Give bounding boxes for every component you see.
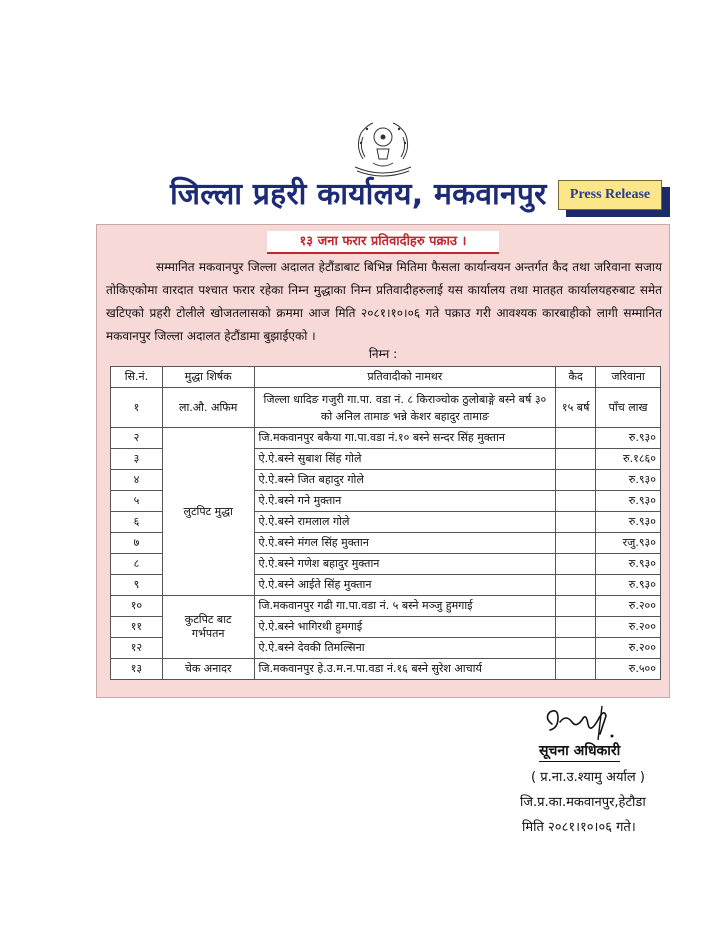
- signature-date: मिति २०८१।१०।०६ गते।: [522, 820, 636, 835]
- cell-name: ऐ.ऐ.बस्ने मंगल सिंह मुक्तान: [254, 533, 556, 554]
- cell-sn: ९: [111, 575, 163, 596]
- cell-fine: रु.२००: [596, 638, 661, 659]
- notice-body-text: सम्मानित मकवानपुर जिल्ला अदालत हेटौंडाबाट बिभिन्न मितिमा फैसला कार्यान्वयन अन्तर्गत कैद तथा जरिवाना सजाय तोकिएकोमा वारदात पश्चात फरार रहेका निम्न मुद्धाका निम्न प्रतिवादीहरुलाई यस कार्यालय तथा मातहत कार्यालयहरुबाट समेत खटिएको प्रहरी टोलीले खोजतलासको क्रममा आज मिति २०८१।१०।०६ गते पक्राउ गरी आवश्यक कारबाहीको लागी सम्मानित मकवानपुर जिल्ला अदालत हेटौंडामा बुझाईएको ।: [106, 260, 662, 343]
- cell-name: ऐ.ऐ.बस्ने देवकी तिमल्सिना: [254, 638, 556, 659]
- cell-name: ऐ.ऐ.बस्ने गणेश बहादुर मुक्तान: [254, 554, 556, 575]
- cell-name: ऐ.ऐ.बस्ने गने मुक्तान: [254, 491, 556, 512]
- cell-case: लुटपिट मुद्धा: [162, 428, 254, 596]
- cell-sn: १२: [111, 638, 163, 659]
- cell-fine: रु.१८६०: [596, 449, 661, 470]
- table-row: [111, 428, 661, 449]
- table-header-row: [111, 367, 661, 388]
- cell-name: जिल्ला धादिङ गजुरी गा.पा. वडा नं. ८ किराञ्चोक ठुलोबाङ्गे बस्ने बर्ष ३० को अनिल तामाङ भन्ने केशर बहादुर तामाङ: [254, 388, 556, 428]
- signature-title: सूचना अधिकारी: [539, 743, 621, 759]
- cell-fine: रजु.९३०: [596, 533, 661, 554]
- cell-sn: १०: [111, 596, 163, 617]
- cell-sn: ८: [111, 554, 163, 575]
- office-title: जिल्ला प्रहरी कार्यालय, मकवानपुर: [170, 177, 547, 212]
- cell-jail: [556, 659, 596, 680]
- cell-jail: [556, 491, 596, 512]
- cell-name: ऐ.ऐ.बस्ने सुबाश सिंह गोले: [254, 449, 556, 470]
- cell-sn: १३: [111, 659, 163, 680]
- cell-sn: ३: [111, 449, 163, 470]
- cell-jail: [556, 512, 596, 533]
- cell-fine: रु.९३०: [596, 512, 661, 533]
- cell-name: जि.मकवानपुर बकैया गा.पा.वडा नं.१० बस्ने सन्दर सिंह मुक्तान: [254, 428, 556, 449]
- cell-jail: १५ बर्ष: [556, 388, 596, 428]
- notice-paragraph: [106, 256, 662, 348]
- cell-name: ऐ.ऐ.बस्ने रामलाल गोले: [254, 512, 556, 533]
- table-row: [111, 659, 661, 680]
- cell-name: ऐ.ऐ.बस्ने आईते सिंह मुक्तान: [254, 575, 556, 596]
- table-row: [111, 596, 661, 617]
- cell-jail: [556, 554, 596, 575]
- cell-jail: [556, 596, 596, 617]
- cell-jail: [556, 470, 596, 491]
- cell-jail: [556, 449, 596, 470]
- cell-name: ऐ.ऐ.बस्ने जित बहादुर गोले: [254, 470, 556, 491]
- signature-name: ( प्र.ना.उ.श्यामु अर्याल ): [531, 770, 645, 785]
- cell-fine: रु.९३०: [596, 428, 661, 449]
- cell-sn: ५: [111, 491, 163, 512]
- cell-sn: ७: [111, 533, 163, 554]
- cell-name: ऐ.ऐ.बस्ने भागिरथी हुमगाई: [254, 617, 556, 638]
- cell-fine: पाँच लाख: [596, 388, 661, 428]
- cell-jail: [556, 617, 596, 638]
- cell-case: ला.औ. अफिम: [162, 388, 254, 428]
- table-row: [111, 388, 661, 428]
- cell-fine: रु.५००: [596, 659, 661, 680]
- cell-name: जि.मकवानपुर हे.उ.म.न.पा.वडा नं.१६ बस्ने सुरेश आचार्य: [254, 659, 556, 680]
- cell-jail: [556, 638, 596, 659]
- press-release-label: Press Release: [558, 180, 662, 210]
- cell-sn: ४: [111, 470, 163, 491]
- cell-case: चेक अनादर: [162, 659, 254, 680]
- header-sn: सि.नं.: [111, 367, 163, 388]
- defendants-table: [110, 366, 661, 680]
- cell-case: कुटपिट बाट गर्भपतन: [162, 596, 254, 659]
- notice-panel: [96, 224, 670, 698]
- cell-jail: [556, 428, 596, 449]
- header-name: प्रतिवादीको नामथर: [254, 367, 556, 388]
- cell-jail: [556, 575, 596, 596]
- cell-sn: २: [111, 428, 163, 449]
- cell-fine: रु.९३०: [596, 554, 661, 575]
- cell-jail: [556, 533, 596, 554]
- cell-fine: रु.२००: [596, 617, 661, 638]
- cell-fine: रु.२००: [596, 596, 661, 617]
- cell-fine: रु.९३०: [596, 470, 661, 491]
- header-jail: कैद: [556, 367, 596, 388]
- cell-sn: १: [111, 388, 163, 428]
- cell-sn: ११: [111, 617, 163, 638]
- signature-office: जि.प्र.का.मकवानपुर,हेटौडा: [520, 795, 646, 810]
- cell-sn: ६: [111, 512, 163, 533]
- header-fine: जरिवाना: [596, 367, 661, 388]
- header-case: मुद्धा शिर्षक: [162, 367, 254, 388]
- cell-name: जि.मकवानपुर गढी गा.पा.वडा नं. ५ बस्ने मञ्जु हुमगाई: [254, 596, 556, 617]
- handwritten-signature: [540, 700, 660, 744]
- press-release-badge: [558, 180, 668, 212]
- nimna-label: निम्न :: [368, 347, 398, 361]
- cell-fine: रु.९३०: [596, 491, 661, 512]
- notice-headline: १३ जना फरार प्रतिवादीहरु पक्राउ ।: [267, 231, 499, 254]
- cell-fine: रु.९३०: [596, 575, 661, 596]
